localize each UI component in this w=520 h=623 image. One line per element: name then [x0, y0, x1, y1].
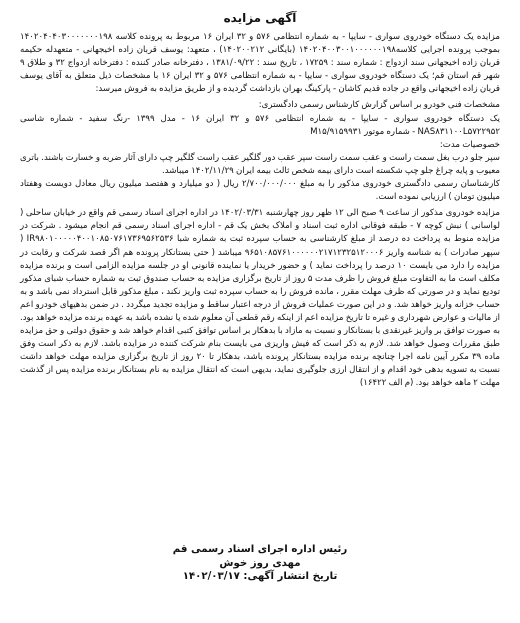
notice-paragraph-features-heading: خصوصیات مدت: — [439, 139, 500, 150]
notice-paragraph-terms: مزایده خودروی مذکور از ساعت ۹ صبح الی ۱۲ ظهر روز چهارشنبه ۱۴۰۲/۰۳/۳۱ در اداره اجرای اسناد رسمی قم واقع در خیابان ساحلی ( لواسانی ) نبش کوچه ۷ - طبقه فوقانی اداره ثبت اسناد و املاک بخش یک قم - اداره اجرای اسناد رسمی قم انجام میشود . شرکت در مزایده منوط به پرداخت ده درصد از مبلغ کارشناسی به حساب سپرده ثبت به شماره شبا IR۹۸۰۱۰۰۰۰۰۴۰۰۱۰۸۵۰۷۶۱۷۳۶۹۵۶۲۵۳۶ ( سپهر صادرات ) به شناسه واریز ۹۶۵۱۰۸۵۷۶۱۰۰۰۰۰۰۲۱۷۱۲۳۲۵۱۲۰۰۰۶ میباشد ( حتی بستانکار پرونده هم اگر قصد شرکت و رقابت در مزایده را دارد می بایست ۱۰ درصد را پرداخت نماید ) و حضور خریدار یا نماینده قانونی او در جلسه مزایده الزامی است و برنده مزایده مکلف است ما به التفاوت مبلغ فروش را ظرف مدت ۵ روز از تاریخ برگزاری مزایده به حساب صندوق ثبت به شماره حساب شبای مذکور تودیع نماید و در صورتی که ظرف مهلت مقرر ، مانده فروش را به حساب سپرده ثبت واریز نکند ، مبلغ مذکور قابل استرداد نمی باشد و به حساب خزانه واریز خواهد شد. و در این صورت عملیات فروش از درجه اعتبار ساقط و مزایده تجدید میگردد . در ضمن بدهیهای خودرو اعم از مالیات و عوارض شهرداری و غیره تا تاریخ مزایده اعم از اینکه رقم قطعی آن معلوم شده یا نشده باشد به عهده برنده مزایده خواهد بود. به صورت توافق بر واریز غیرنقدی با بستانکار و نسبت به مازاد با بدهکار بر اساس توافق کتبی اقدام خواهد شد و حقوق دولتی و حق مزایده طبق مقررات وصول خواهد شد. لازم به ذکر است که فیش واریزی می بایست بنام شرکت کننده در مزایده باشد. لازم به ذکر است وفق ماده ۳۹ مکرر آیین نامه اجرا چنانچه برنده مزایده بستانکار پرونده باشد، بدهکار تا ۲۰ روز از تاریخ برگزاری مزایده مهلت خواهد داشت نسبت به تسویه بدهی خود اقدام و از انتقال ارزی جلوگیری نماید، بدیهی است که انتقال مزایده به نام بستانکار برنده مزایده پس از گذشت مهلت ۲ ماهه خواهد بود. (م الف ۱۶۴۲۲) — [20, 208, 500, 389]
notice-paragraph-intro: مزایده یک دستگاه خودروی سواری - سایپا - به شماره انتظامی ۵۷۶ و ۳۲ ایران ۱۶ مربوط به پرونده کلاسه ۱۴۰۲۰۴۰۴۰۳۰۰۰۰۰۰۰۱۹۸ بموجب پرونده اجرایی کلاسه۱۴۰۲۰۴۰۰۳۰۰۱۰۰۰۰۰۰۱۹۸ (بایگانی ۱۴۰۲۰۰۲۱۲) ، متعهد: یوسف قربان زاده اخیجهانی - متعهدله حکیمه قربان زاده اخیجهانی سند ازدواج : شماره سند : ۱۷۲۵۹ ، تاریخ سند : ۱۳۸۱/۰۹/۲۲ ، دفترخانه صادر کننده : دفترخانه ازدواج ۳۲ و طلاق ۹ شهر قم استان قم؛ یک دستگاه خودروی سواری - سایپا - به شماره انتظامی ۵۷۶ و ۳۲ ایران ۱۶ با مشخصات ذیل متعلق به آقای یوسف قربان زاده اخیجهانی واقع در جاده قدیم کاشان - پارکینگ بهران بازداشت گردیده و از طریق مزایده به فروش میرسد: — [20, 32, 501, 95]
notice-body — [20, 31, 500, 391]
notice-paragraph-valuation: کارشناسان رسمی دادگستری خودروی مذکور را به مبلغ ۲/۷۰۰/۰۰۰/۰۰۰ ریال ( دو میلیارد و هفتصد میلیون ریال معادل دویست وهفتاد میلیون تومان ) ارزیابی نموده است. — [20, 179, 500, 203]
office-title: رئیس اداره اجرای اسناد رسمی قم — [172, 544, 348, 555]
notice-paragraph-vehicle: یک دستگاه خودروی سواری - سایپا - به شماره انتظامی ۵۷۶ و ۳۲ ایران ۱۶ - مدل ۱۳۹۹ -رنگ سفید - شماره شاسی NAS۸۳۱۱۰۰L۵۷۲۲۹۵۲ - شماره موتور M۱۵/۹۱۵۹۹۳۱ — [20, 113, 501, 137]
signatory-name: مهدی روز خوش — [219, 557, 301, 569]
publication-date: تاریخ انتشار آگهی: ۱۴۰۲/۰۳/۱۷ — [182, 571, 338, 582]
notice-paragraph-specs-heading: مشخصات فنی خودرو بر اساس گزارش کارشناس رسمی دادگستری: — [258, 100, 500, 111]
notice-footer — [0, 543, 520, 584]
notice-paragraph-damage: سپر جلو درب بغل سمت راست و عقب سمت راست سپر عقب دور گلگیر عقب راست گلگیر چپ دارای آثار ضربه و خسارت باشند. باتری معیوب و پایه چراغ جلو چپ شکسته است دارای بیمه شخص ثالث بیمه ایران ۱۴۰۲/۱۱/۲۹ میباشد. — [20, 152, 500, 176]
notice-title: آگهی مزایده — [223, 11, 297, 25]
